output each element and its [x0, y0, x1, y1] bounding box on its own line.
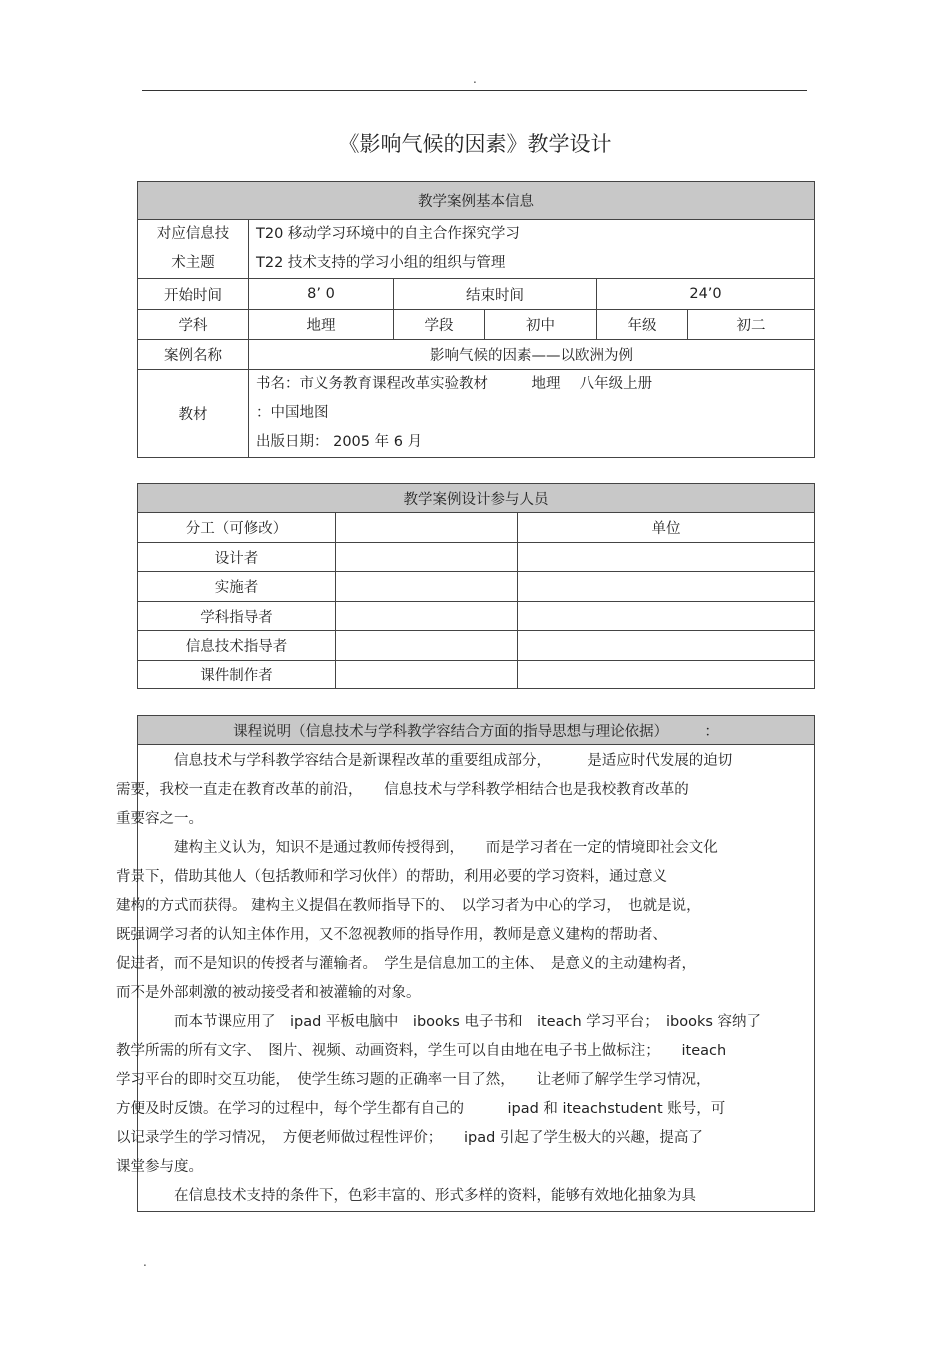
table-cell: [336, 602, 518, 631]
course-line: 而本节课应用了 ipad 平板电脑中 ibooks 电子书和 iteach 学习平台； ibooks 容纳了: [174, 1014, 762, 1030]
end-time-value: 24’0: [597, 279, 815, 310]
topic-line: T22 技术支持的学习小组的组织与管理: [256, 255, 506, 271]
table-cell: [336, 661, 518, 689]
material-line: 出版日期： 2005 年 6 月: [256, 434, 423, 450]
stage-value: 初中: [485, 310, 597, 340]
unit-column-header: 单位: [518, 513, 815, 543]
course-line: 既强调学习者的认知主体作用，又不忽视教师的指导作用，教师是意义建构的帮助者、: [116, 927, 667, 943]
course-body: [116, 745, 815, 1212]
table-cell: [336, 543, 518, 572]
material-line: 书名：市义务教育课程改革实验教材 地理 八年级上册: [256, 376, 653, 392]
blank-column-header: [336, 513, 518, 543]
course-line: 建构主义认为，知识不是通过教师传授得到， 而是学习者在一定的情境即社会文化: [174, 840, 718, 856]
material-line: ：中国地图: [256, 405, 329, 421]
footer-dot: .: [143, 1255, 147, 1269]
table-cell: [518, 572, 815, 602]
case-name-value: 影响气候的因素——以欧洲为例: [249, 340, 815, 370]
table-cell: [518, 543, 815, 572]
grade-value: 初二: [688, 310, 815, 340]
header-rule: [142, 90, 807, 91]
course-line: 重要容之一。: [116, 811, 203, 827]
course-line: 背景下，借助其他人（包括教师和学习伙伴）的帮助，利用必要的学习资料，通过意义: [116, 869, 667, 885]
course-line: 而不是外部刺激的被动接受者和被灌输的对象。: [116, 985, 421, 1001]
role-courseware-maker: 课件制作者: [138, 661, 336, 689]
topic-label: [138, 220, 249, 279]
table-cell: [518, 661, 815, 689]
subject-value: 地理: [249, 310, 394, 340]
role-column-header: 分工（可修改）: [138, 513, 336, 543]
grade-label: 年级: [597, 310, 688, 340]
basic-info-heading: 教学案例基本信息: [138, 182, 815, 220]
course-text: [116, 745, 814, 1211]
material-value: [249, 370, 815, 458]
header-dot: .: [473, 72, 477, 86]
topic-line: T20 移动学习环境中的自主合作探究学习: [256, 226, 520, 242]
start-time-value: 8’ 0: [249, 279, 394, 310]
role-it-advisor: 信息技术指导者: [138, 631, 336, 661]
course-paragraph: [116, 834, 806, 1008]
participants-heading: 教学案例设计参与人员: [138, 484, 815, 513]
course-line: 以记录学生的学习情况， 方便老师做过程性评价； ipad 引起了学生极大的兴趣，提高了: [116, 1130, 703, 1146]
case-name-label: 案例名称: [138, 340, 249, 370]
course-line: 学习平台的即时交互功能， 使学生练习题的正确率一目了然， 让老师了解学生学习情况，: [116, 1072, 711, 1088]
course-line: 促进者，而不是知识的传授者与灌输者。 学生是信息加工的主体、 是意义的主动建构者，: [116, 956, 696, 972]
participants-table: [137, 483, 815, 689]
table-cell: [518, 631, 815, 661]
subject-label: 学科: [138, 310, 249, 340]
topic-label-line1: 对应信息技: [156, 226, 230, 242]
course-line: 课堂参与度。: [116, 1159, 203, 1175]
course-line: 教学所需的所有文字、 图片、视频、动画资料，学生可以自由地在电子书上做标注； iteach: [116, 1043, 727, 1059]
role-subject-advisor: 学科指导者: [138, 602, 336, 631]
course-paragraph: [116, 747, 806, 834]
course-line: 需要，我校一直走在教育改革的前沿， 信息技术与学科教学相结合也是我校教育改革的: [116, 782, 689, 798]
start-time-label: 开始时间: [138, 279, 249, 310]
course-line: 建构的方式而获得。 建构主义提倡在教师指导下的、 以学习者为中心的学习， 也就是说，: [116, 898, 701, 914]
end-time-label: 结束时间: [394, 279, 597, 310]
table-cell: [518, 602, 815, 631]
basic-info-table: [137, 181, 815, 458]
course-heading: 课程说明（信息技术与学科教学容结合方面的指导思想与理论依据） ：: [138, 716, 815, 745]
course-paragraph: [145, 1182, 806, 1211]
course-description-table: [116, 715, 815, 1212]
page-title: 《影响气候的因素》教学设计: [338, 132, 612, 156]
topic-label-line2: 术主题: [171, 255, 215, 271]
course-line: 信息技术与学科教学容结合是新课程改革的重要组成部分， 是适应时代发展的迫切: [174, 753, 733, 769]
role-designer: 设计者: [138, 543, 336, 572]
stage-label: 学段: [394, 310, 485, 340]
table-cell: [336, 631, 518, 661]
table-cell: [336, 572, 518, 602]
topic-value: [249, 220, 815, 279]
course-paragraph: [116, 1008, 806, 1182]
role-implementer: 实施者: [138, 572, 336, 602]
course-line: 方便及时反馈。在学习的过程中，每个学生都有自己的 ipad 和 iteachstudent 账号，可: [116, 1101, 726, 1117]
course-line: 在信息技术支持的条件下，色彩丰富的、形式多样的资料，能够有效地化抽象为具: [174, 1188, 696, 1204]
material-label: 教材: [138, 370, 249, 458]
